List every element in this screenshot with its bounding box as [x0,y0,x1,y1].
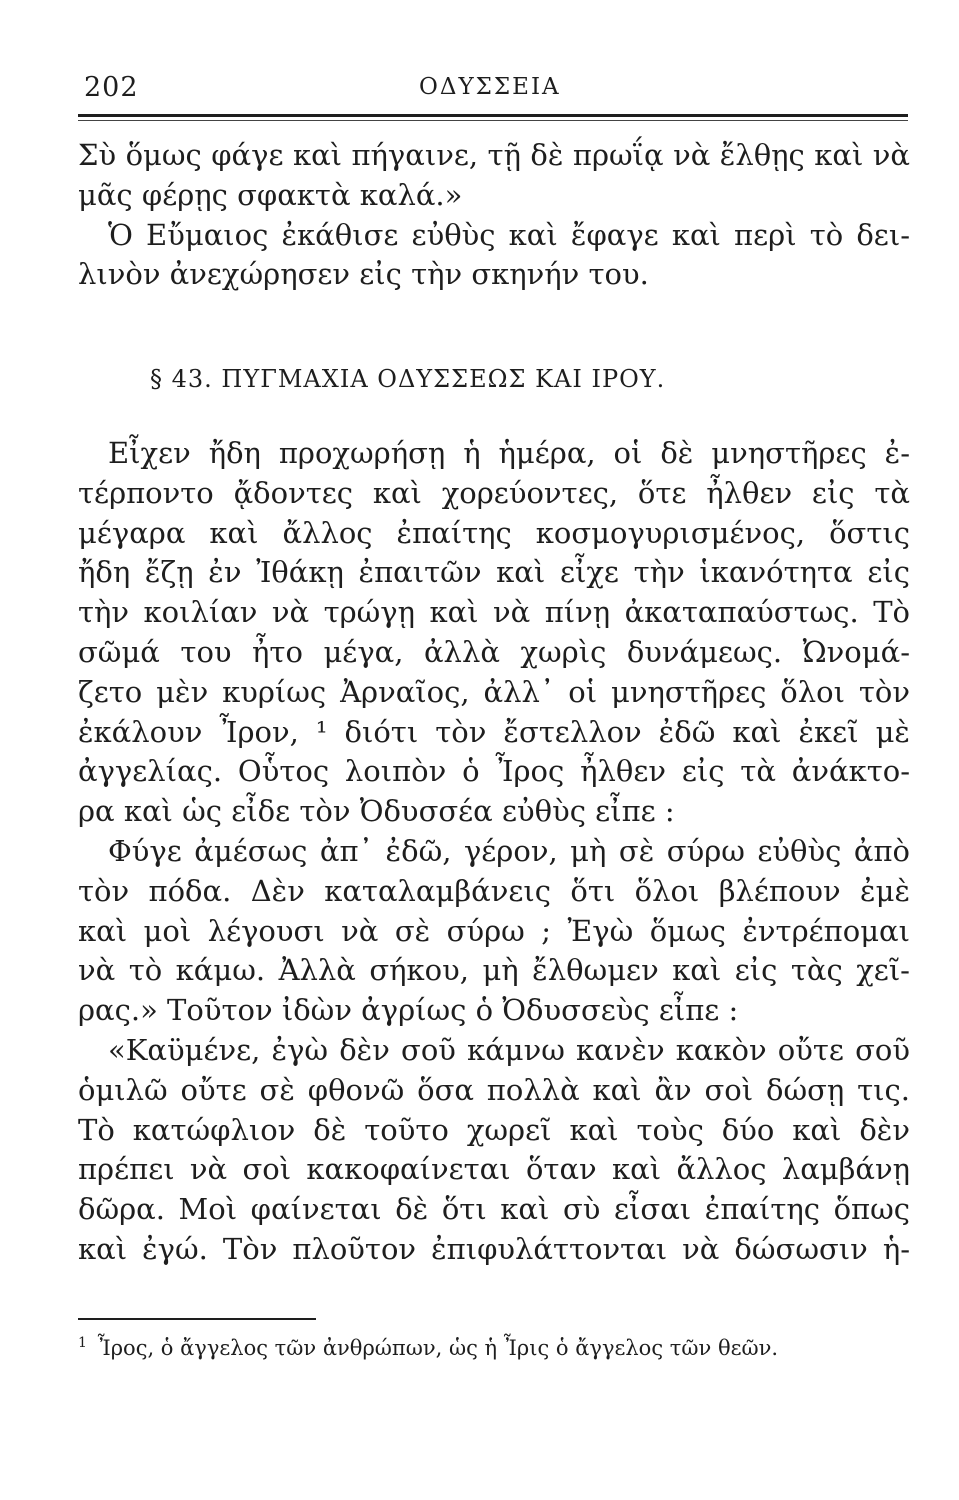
text-line: ὁμιλῶ οὔτε σὲ φθονῶ ὅσα πολλὰ καὶ ἂν σοὶ δώσῃ τις. [78,1072,910,1107]
header-rule [78,114,908,117]
section-heading: § 43. ΠΥΓΜΑΧΙΑ ΟΔΥΣΣΕΩΣ ΚΑΙ ΙΡΟΥ. [150,365,666,393]
intro-paragraphs [78,136,910,295]
footnote-text: Ἶρος, ὁ ἄγγελος τῶν ἀνθρώπων, ὡς ἡ Ἶρις ὁ ἄγγελος τῶν θεῶν. [97,1336,779,1360]
footnote [78,1335,910,1360]
text-line: ἤδη ἔζῃ ἐν Ἰθάκῃ ἐπαιτῶν καὶ εἶχε τὴν ἱκανότητα εἰς [78,555,910,590]
text-line: Σὺ ὅμως φάγε καὶ πήγαινε, τῇ δὲ πρωΐᾳ νὰ ἔλθῃς καὶ νὰ [78,138,910,172]
text-line: Φύγε ἀμέσως ἀπ᾽ ἐδῶ, γέρον, μὴ σὲ σύρω εὐθὺς ἀπὸ [108,833,910,868]
text-line: πρέπει νὰ σοὶ κακοφαίνεται ὅταν καὶ ἄλλος λαμβάνῃ [78,1152,910,1187]
footnote-marker: 1 [78,1335,87,1351]
text-line: δῶρα. Μοὶ φαίνεται δὲ ὅτι καὶ σὺ εἶσαι ἐπαίτης ὅπως [78,1192,910,1227]
text-line: ἐκάλουν Ἶρον, ¹ διότι τὸν ἔστελλον ἐδῶ καὶ ἐκεῖ μὲ [78,714,910,749]
page-header [84,72,904,112]
text-line: τὸν πόδα. Δὲν καταλαμβάνεις ὅτι ὅλοι βλέπουν ἐμὲ [78,873,910,908]
text-line: μέγαρα καὶ ἄλλος ἐπαίτης κοσμογυρισμένος, ὅστις [78,515,910,550]
text-line: μᾶς φέρῃς σφακτὰ καλά.» [78,177,463,212]
text-line: τὴν κοιλίαν νὰ τρώγῃ καὶ νὰ πίνῃ ἀκαταπαύστως. Τὸ [78,595,910,630]
text-line: λινὸν ἀνεχώρησεν εἰς τὴν σκηνήν του. [78,257,649,292]
text-line: ζετο μὲν κυρίως Ἀρναῖος, ἀλλ᾽ οἱ μνηστῆρες ὅλοι τὸν [78,674,910,709]
section-body [78,434,910,1270]
text-line: νὰ τὸ κάμω. Ἀλλὰ σήκου, μὴ ἔλθωμεν καὶ εἰς τὰς χεῖ- [78,953,910,988]
text-line: ρας.» Τοῦτον ἰδὼν ἀγρίως ὁ Ὀδυσσεὺς εἶπε : [78,993,739,1028]
running-title: ΟΔΥΣΣΕΙΑ [419,74,561,100]
text-line: τέρποντο ᾄδοντες καὶ χορεύοντες, ὅτε ἦλθεν εἰς τὰ [78,475,910,510]
text-line: «Καϋμένε, ἐγὼ δὲν σοῦ κάμνω κανὲν κακὸν οὔτε σοῦ [108,1032,910,1067]
text-line: Ὁ Εὔμαιος ἐκάθισε εὐθὺς καὶ ἔφαγε καὶ περὶ τὸ δει- [108,217,910,252]
text-line: Τὸ κατώφλιον δὲ τοῦτο χωρεῖ καὶ τοὺς δύο καὶ δὲν [78,1112,910,1147]
text-line: καὶ μοὶ λέγουσι νὰ σὲ σύρω ; Ἐγὼ ὅμως ἐντρέπομαι [78,913,910,948]
text-line: ἀγγελίας. Οὗτος λοιπὸν ὁ Ἶρος ἦλθεν εἰς τὰ ἀνάκτο- [78,754,910,789]
text-line: Εἶχεν ἤδη προχωρήσῃ ἡ ἡμέρα, οἱ δὲ μνηστῆρες ἐ- [108,436,910,470]
header-rule-thin [78,120,908,121]
text-line: σῶμά του ἦτο μέγα, ἀλλὰ χωρὶς δυνάμεως. Ὠνομά- [78,634,910,669]
page-number: 202 [84,72,139,103]
text-line: καὶ ἐγώ. Τὸν πλοῦτον ἐπιφυλάττονται νὰ δώσωσιν ἡ- [78,1231,910,1266]
footnote-rule [78,1318,316,1320]
text-line: ρα καὶ ὡς εἶδε τὸν Ὀδυσσέα εὐθὺς εἶπε : [78,794,675,829]
